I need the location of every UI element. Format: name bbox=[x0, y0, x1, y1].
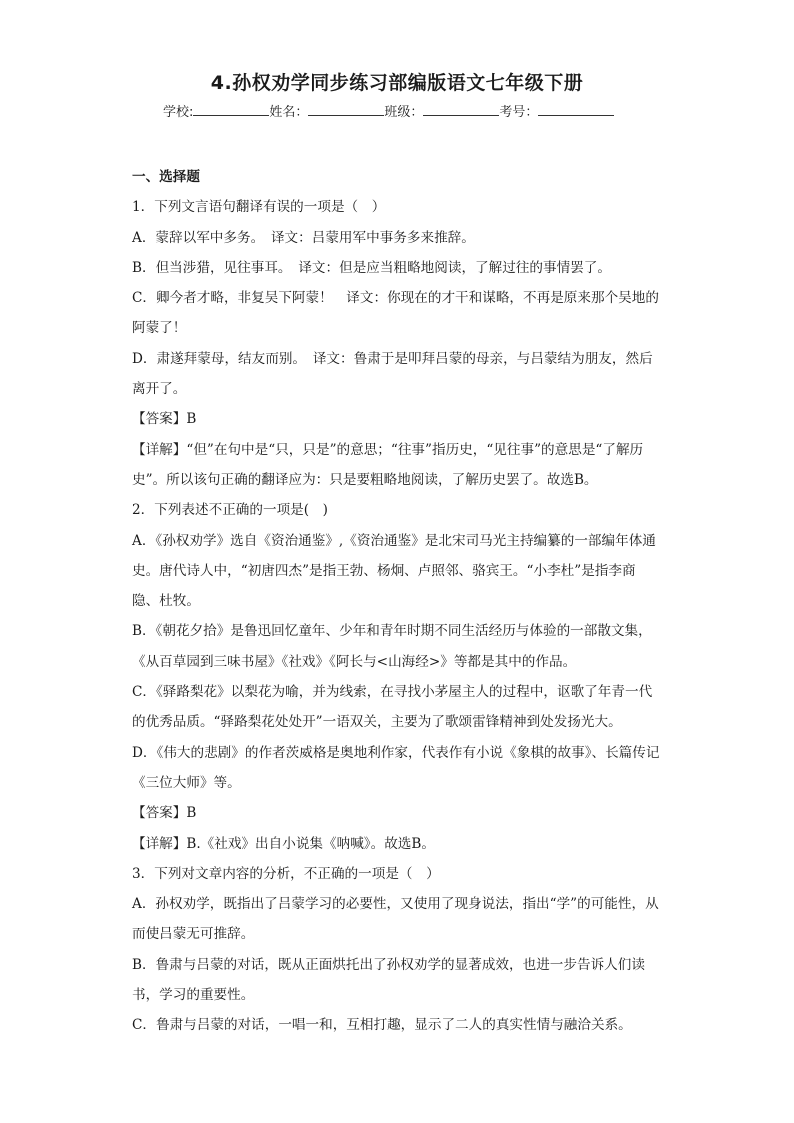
class-label: 班级： bbox=[384, 105, 424, 120]
section-title: 一、选择题 bbox=[132, 169, 200, 185]
answer: 【答案】B bbox=[132, 805, 197, 822]
option-b: B．鲁肃与吕蒙的对话，既从正面烘托出了孙权劝学的显著成效，也进一步告诉人们读书，学习的重要性。 bbox=[132, 956, 645, 1004]
detail: 【详解】B.《社戏》出自小说集《呐喊》。故选B。 bbox=[132, 835, 435, 852]
exam-no-blank[interactable] bbox=[538, 101, 614, 116]
option-d: D．肃遂拜蒙母，结友而别。 译文：鲁肃于是叩拜吕蒙的母亲，与吕蒙结为朋友，然后离开了。 bbox=[132, 350, 653, 398]
exam-no-label: 考号： bbox=[499, 105, 539, 120]
option-d: D．《伟大的悲剧》的作者茨威格是奥地利作家，代表作有小说《象棋的故事》、长篇传记《三位大师》等。 bbox=[132, 744, 660, 791]
option-b: B．但当涉猎，见往事耳。 译文：但是应当粗略地阅读，了解过往的事情罢了。 bbox=[132, 259, 611, 276]
question-stem: 2．下列表述不正确的一项是( ) bbox=[132, 502, 328, 519]
option-c: C．卿今者才略，非复吴下阿蒙！ 译文：你现在的才干和谋略，不再是原来那个吴地的阿蒙了！ bbox=[132, 290, 659, 337]
option-a: A．孙权劝学，既指出了吕蒙学习的必要性，又使用了现身说法，指出“学”的可能性，从而使吕蒙无可推辞。 bbox=[132, 896, 659, 943]
answer: 【答案】B bbox=[132, 411, 197, 428]
option-b: B．《朝花夕拾》是鲁迅回忆童年、少年和青年时期不同生活经历与体验的一部散文集，《从百草园到三味书屋》《社戏》《阿长与<山海经>》等都是其中的作品。 bbox=[132, 623, 652, 670]
school-label: 学校: bbox=[163, 105, 194, 120]
name-label: 姓名： bbox=[269, 105, 309, 120]
question-stem: 3．下列对文章内容的分析，不正确的一项是（ ） bbox=[132, 865, 440, 882]
question-content bbox=[132, 162, 662, 1041]
option-c: C．《驿路梨花》以梨花为喻，并为线索，在寻找小茅屋主人的过程中，讴歌了年青一代的优秀品质。“驿路梨花处处开”一语双关，主要为了歌颂雷锋精神到处发扬光大。 bbox=[132, 684, 653, 731]
name-blank[interactable] bbox=[308, 101, 384, 116]
question-stem: 1．下列文言语句翻译有误的一项是（ ） bbox=[132, 199, 386, 216]
option-c: C．鲁肃与吕蒙的对话，一唱一和，互相打趣，显示了二人的真实性情与融洽关系。 bbox=[132, 1017, 632, 1034]
class-blank[interactable] bbox=[423, 101, 499, 116]
student-info-row bbox=[163, 101, 633, 120]
option-a: A．《孙权劝学》选自《资治通鉴》,《资治通鉴》是北宋司马光主持编纂的一部编年体通史。唐代诗人中，“初唐四杰”是指王勃、杨炯、卢照邻、骆宾王。“小李杜”是指李商隐、杜牧。 bbox=[132, 532, 656, 610]
school-blank[interactable] bbox=[193, 101, 269, 116]
option-a: A．蒙辞以军中多务。 译文：吕蒙用军中事务多来推辞。 bbox=[132, 229, 475, 246]
detail: 【详解】“但”在句中是“只，只是”的意思；“往事”指历史，“见往事”的意思是“了解历史”。所以该句正确的翻译应为：只是要粗略地阅读，了解历史罢了。故选B。 bbox=[132, 441, 644, 488]
document-title: 4.孙权劝学同步练习部编版语文七年级下册 bbox=[210, 72, 584, 94]
